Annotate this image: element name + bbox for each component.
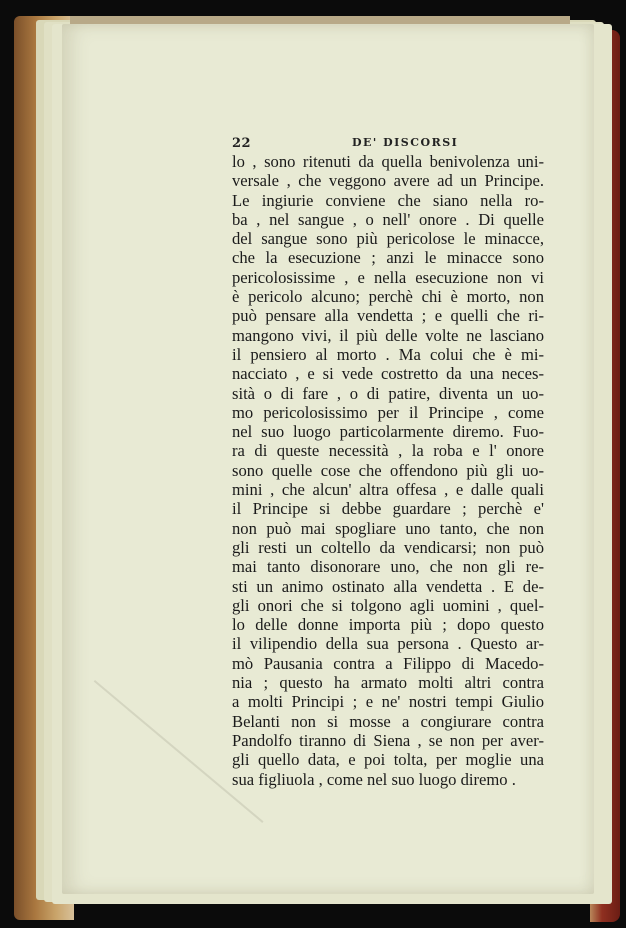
text-line: è pericolo alcuno; perchè chi è morto, non: [232, 287, 544, 307]
text-line: non può mai spogliare uno tanto, che non: [232, 518, 544, 538]
text-line: sti un animo ostinato alla vendetta . E de-: [232, 576, 544, 596]
text-line: sono quelle cose che offendono più gli uo-: [232, 460, 544, 480]
text-line: gli resti un coltello da vendicarsi; non può: [232, 537, 544, 557]
text-line: lo , sono ritenuti da quella benivolenza uni-: [232, 152, 544, 171]
text-line: nel suo luogo particolarmente diremo. Fuo-: [232, 422, 544, 442]
text-line: il Principe si debbe guardare ; perchè e': [232, 499, 544, 519]
text-line: mangono vivi, il più delle volte ne lasciano: [232, 325, 544, 345]
text-line: mo pericolosissimo per il Principe , come: [232, 402, 544, 422]
text-line: lo delle donne importa più ; dopo questo: [232, 615, 544, 635]
text-line: sua figliuola , come nel suo luogo diremo .: [232, 769, 516, 789]
text-line: versale , che veggono avere ad un Principe.: [232, 171, 544, 191]
text-line: Le ingiurie conviene che siano nella ro-: [232, 190, 544, 210]
text-line: gli onori che si tolgono agli uomini , quel-: [232, 595, 544, 615]
page-number: 22: [232, 136, 252, 151]
text-line: mai tanto disonorare uno, che non gli re-: [232, 557, 544, 577]
running-title: DE' DISCORSI: [352, 136, 459, 149]
text-line: Pandolfo tiranno di Siena , se non per aver-: [232, 730, 544, 750]
text-line: nacciato , e si vede costretto da una neces-: [232, 364, 544, 384]
text-line: ba , nel sangue , o nell' onore . Di quelle: [232, 209, 544, 229]
text-line: che la esecuzione ; anzi le minacce sono: [232, 248, 544, 268]
text-line: mini , che alcun' altra offesa , e dalle quali: [232, 480, 544, 500]
text-line: il vilipendio della sua persona . Questo ar-: [232, 634, 544, 654]
text-line: pericolosissime , e nella esecuzione non vi: [232, 267, 544, 287]
text-line: il pensiero al morto . Ma colui che è mi-: [232, 344, 544, 364]
text-line: mò Pausania contra a Filippo di Macedo-: [232, 653, 544, 673]
text-line: nia ; questo ha armato molti altri contra: [232, 673, 544, 693]
text-line: gli quello data, e poi tolta, per moglie una: [232, 750, 544, 770]
text-line: sità o di fare , o di patire, diventa un uo-: [232, 383, 544, 403]
text-line: ra di queste necessità , la roba e l' onore: [232, 441, 544, 461]
text-line: può pensare alla vendetta ; e quelli che ri-: [232, 306, 544, 326]
text-line: Belanti non si mosse a congiurare contra: [232, 711, 544, 731]
text-line: a molti Principi ; e ne' nostri tempi Giulio: [232, 692, 544, 712]
text-line: del sangue sono più pericolose le minacce,: [232, 229, 544, 249]
body-text: [232, 152, 544, 789]
